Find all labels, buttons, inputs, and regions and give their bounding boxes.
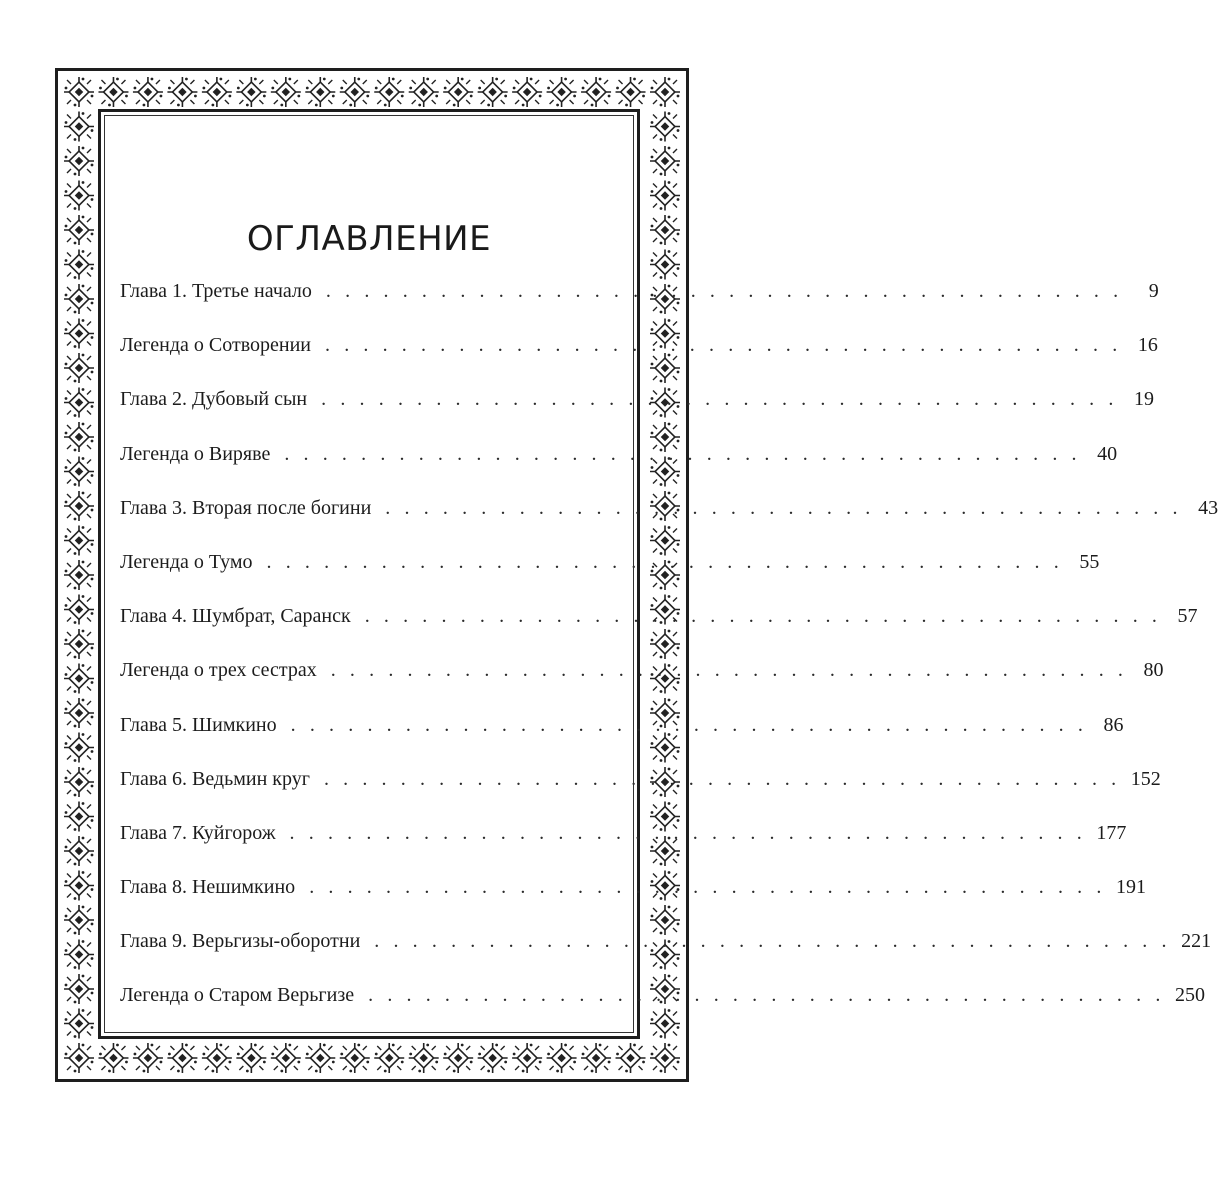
- toc-entry: [120, 496, 1218, 551]
- toc-page-number: 191: [1116, 876, 1146, 899]
- toc-dot-leader: . . . . . . . . . . . . . . . . . . . . . . . . . . . . . . . . . . . . . . . . . .: [289, 821, 1087, 844]
- toc-entry-title: Глава 6. Ведьмин круг: [120, 767, 310, 790]
- toc-dot-leader: . . . . . . . . . . . . . . . . . . . . . . . . . . . . . . . . . . . . . . . . . .: [325, 280, 1123, 302]
- toc-entry-title: Глава 8. Нешимкино: [120, 876, 296, 899]
- toc-entry: [120, 821, 1127, 876]
- toc-page-number: 57: [1177, 605, 1198, 628]
- toc-page-number: 152: [1130, 767, 1161, 790]
- toc-dot-leader: . . . . . . . . . . . . . . . . . . . . . . . . . . . . . . . . . . . . . . . . . .: [368, 984, 1165, 1007]
- toc-entry-title: Глава 4. Шумбрат, Саранск: [120, 605, 351, 628]
- toc-dot-leader: . . . . . . . . . . . . . . . . . . . . . . . . . . . . . . . . . . . . . . . . . .: [290, 713, 1088, 736]
- toc-dot-leader: . . . . . . . . . . . . . . . . . . . . . . . . . . . . . . . . . . . . . . . . . .: [325, 334, 1122, 357]
- toc-entry-title: Глава 1. Третье начало: [120, 280, 312, 302]
- toc-entry-title: Легенда о трех сестрах: [120, 659, 317, 682]
- toc-dot-leader: . . . . . . . . . . . . . . . . . . . . . . . . . . . . . . . . . . . . . . . . . .: [330, 659, 1128, 682]
- toc-entry-title: Легенда о Сотворении: [120, 334, 311, 357]
- toc-entry-title: Глава 7. Куйгорож: [120, 821, 276, 844]
- toc-entry-title: Глава 3. Вторая после богини: [120, 496, 372, 519]
- toc-entry-title: Легенда о Виряве: [120, 442, 271, 465]
- toc-entry: [120, 605, 1198, 659]
- toc-entry: [120, 713, 1124, 768]
- toc-entry: [120, 550, 1100, 605]
- toc-entry: [120, 442, 1118, 497]
- toc-entry-title: Глава 5. Шимкино: [120, 713, 277, 736]
- toc-dot-leader: . . . . . . . . . . . . . . . . . . . . . . . . . . . . . . . . . . . . . . . . . .: [284, 442, 1082, 465]
- page-title: ОГЛАВЛЕНИЕ: [246, 218, 492, 259]
- toc-entry-title: Легенда о Старом Верьгизе: [120, 984, 355, 1007]
- table-of-contents: [120, 280, 1218, 1039]
- toc-entry: [120, 388, 1154, 442]
- toc-page-number: 177: [1096, 821, 1127, 844]
- toc-entry-title: Легенда о Тумо: [120, 550, 253, 573]
- toc-page-number: 40: [1097, 442, 1118, 465]
- toc-entry: [120, 659, 1164, 713]
- toc-entry-title: Глава 9. Верьгизы-оборотни: [120, 930, 361, 953]
- toc-entry: [120, 930, 1212, 984]
- toc-page-number: 43: [1198, 496, 1218, 519]
- toc-dot-leader: . . . . . . . . . . . . . . . . . . . . . . . . . . . . . . . . . . . . . . . . . .: [321, 388, 1118, 411]
- toc-entry: [120, 984, 1205, 1038]
- toc-page-number: 16: [1137, 334, 1158, 357]
- toc-page-number: 221: [1181, 930, 1212, 953]
- toc-dot-leader: . . . . . . . . . . . . . . . . . . . . . . . . . . . . . . . . . . . . . . . . . .: [266, 550, 1064, 573]
- toc-page-number: 86: [1103, 713, 1124, 736]
- toc-page-number: 19: [1133, 388, 1154, 411]
- toc-dot-leader: . . . . . . . . . . . . . . . . . . . . . . . . . . . . . . . . . . . . . . . . . .: [364, 605, 1162, 628]
- toc-panel: [98, 109, 1218, 1039]
- ornamental-border-frame: [55, 68, 1218, 1082]
- toc-entry: [120, 334, 1158, 388]
- toc-page-number: 55: [1079, 550, 1100, 573]
- toc-dot-leader: . . . . . . . . . . . . . . . . . . . . . . . . . . . . . . . . . . . . . . . . . .: [323, 767, 1121, 790]
- toc-entry: [120, 767, 1161, 822]
- toc-entry-title: Глава 2. Дубовый сын: [120, 388, 308, 411]
- toc-dot-leader: . . . . . . . . . . . . . . . . . . . . . . . . . . . . . . . . . . . . . . . . . .: [385, 496, 1183, 519]
- toc-entry: [120, 280, 1159, 334]
- toc-dot-leader: . . . . . . . . . . . . . . . . . . . . . . . . . . . . . . . . . . . . . . . . . .: [309, 876, 1106, 899]
- toc-page-number: 9: [1148, 280, 1159, 302]
- toc-dot-leader: . . . . . . . . . . . . . . . . . . . . . . . . . . . . . . . . . . . . . . . . . .: [374, 930, 1172, 953]
- toc-entry: [120, 876, 1146, 930]
- toc-page-number: 250: [1174, 984, 1205, 1007]
- toc-page-number: 80: [1143, 659, 1164, 682]
